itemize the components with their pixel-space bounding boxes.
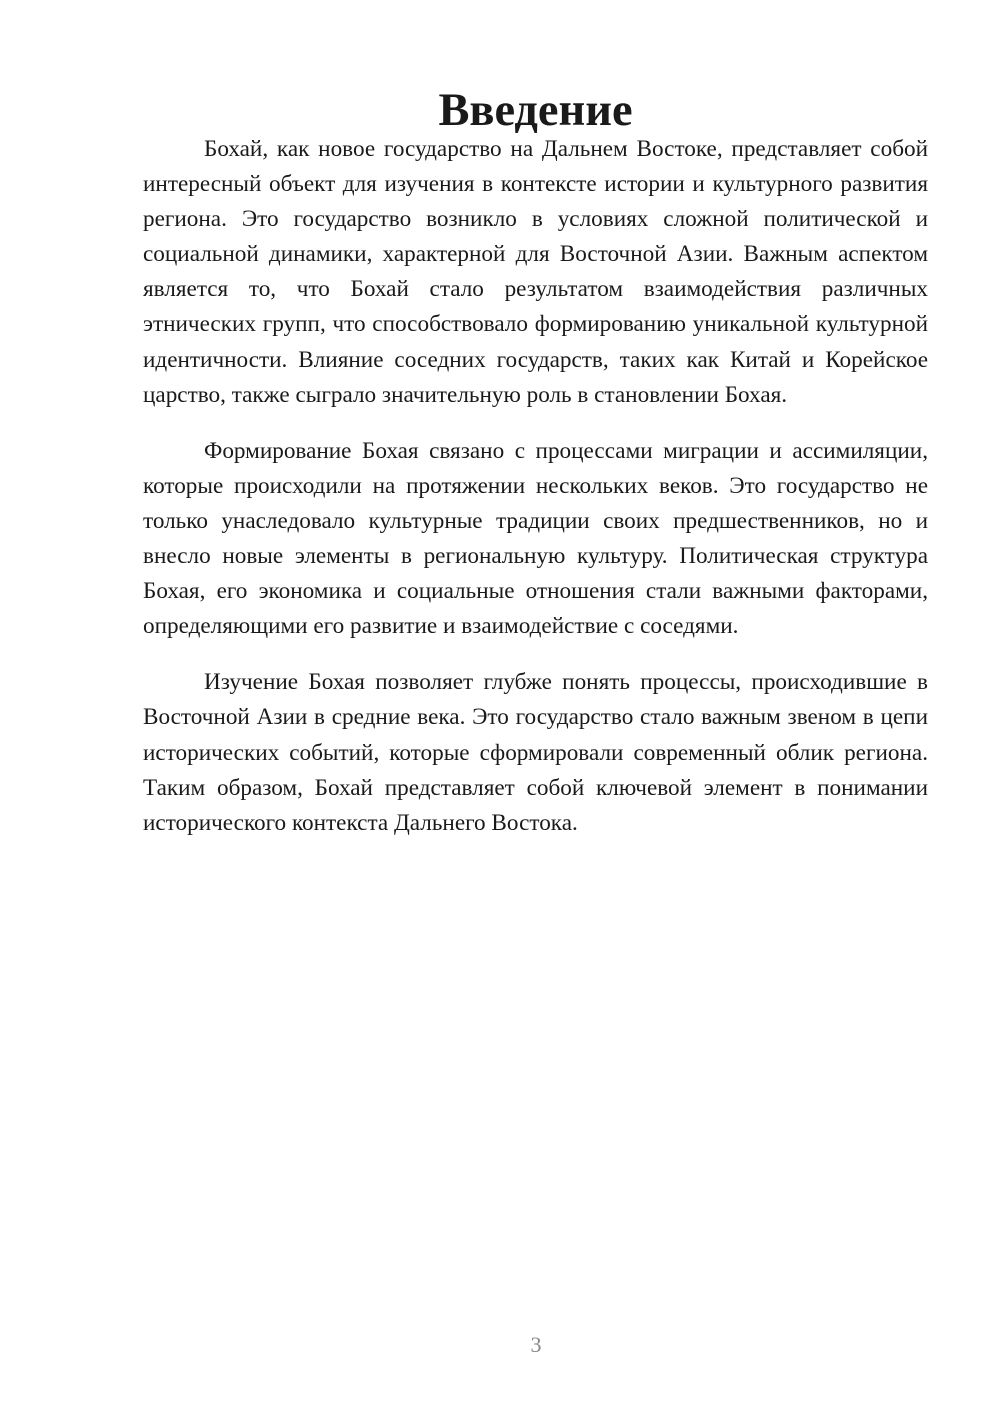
paragraph-2: Формирование Бохая связано с процессами миграции и ассимиляции, которые происходили на протяжении нескольких веков. Это государство не только унаследовало культурные традиции своих предшественников, но и внесло новые элементы в региональную культуру. Политическая структура Бохая, его экономика и социальные отношения стали важными факторами, определяющими его развитие и взаимодействие с соседями.	[143, 437, 928, 640]
page-content	[143, 85, 928, 841]
page-number: 3	[530, 1332, 542, 1357]
paragraph-3: Изучение Бохая позволяет глубже понять процессы, происходившие в Восточной Азии в средние века. Это государство стало важным звеном в цепи исторических событий, которые сформировали современный облик региона. Таким образом, Бохай представляет собой ключевой элемент в понимании исторического контекста Дальнего Востока.	[143, 669, 928, 836]
paragraph-1: Бохай, как новое государство на Дальнем Востоке, представляет собой интересный объект для изучения в контексте истории и культурного развития региона. Это государство возникло в условиях сложной политической и социальной динамики, характерной для Восточной Азии. Важным аспектом является то, что Бохай стало результатом взаимодействия различных этнических групп, что способствовало формированию уникальной культурной идентичности. Влияние соседних государств, таких как Китай и Корейское царство, также сыграло значительную роль в становлении Бохая.	[143, 136, 928, 408]
section-title: Введение	[438, 85, 633, 136]
